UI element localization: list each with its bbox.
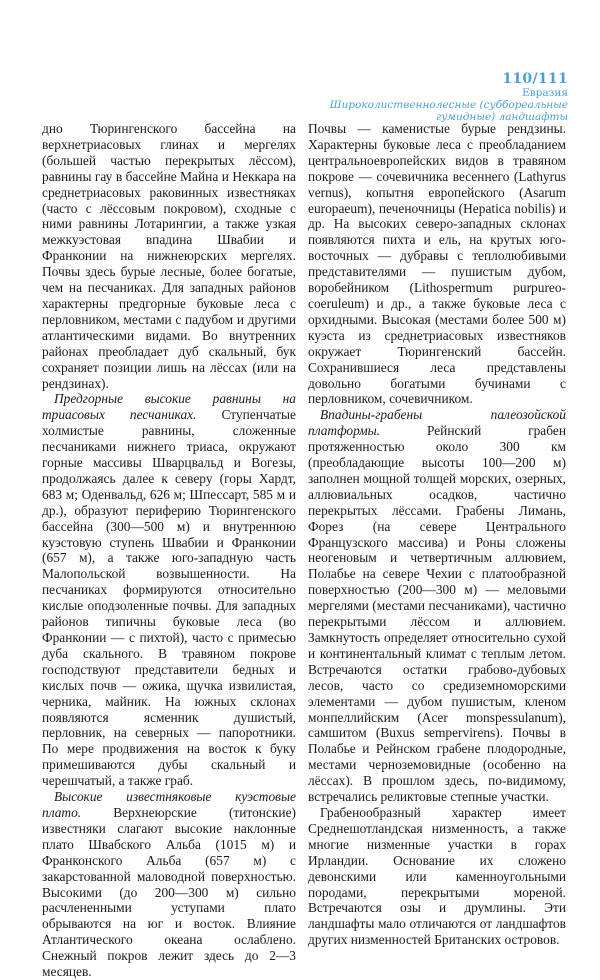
paragraph: Грабенообразный характер имеет Среднешотландская низменность, а также многие низменные участки в горах Ирландии. Основание их сложено девонскими или каменноугольными породами, перекрытыми мореной. Встречаются озы и друмлины. Эти ландшафты мало отличаются от ландшафтов других низменностей Британских островов. [308, 804, 566, 948]
region-title: Евразия [522, 87, 568, 99]
subsection-heading: Впадины-грабены палеозойской платформы. [308, 407, 566, 439]
paragraph: Почвы — каменистые бурые рендзины. Характерны буковые леса с преобладанием центральноевропейских видов в травяном покрове — сочевичника весеннего (Lathyrus vernus), копытня европейского (Asarum europaeum), печеночницы (Hepatica nobilis) и др. На высоких северо-западных склонах появляются пихта и ель, на крутых юго-восточных — дубравы с теплолюбивыми представителями — пушистым дубом, воробейником (Lithospermum purpureo-coeruleum) и др., а также буковые леса с орхидными. Высокая (местами более 500 м) куэста из среднетриасовых известняков окружает Тюрингенский бассейн. Сохранившиеся леса представлены довольно богатыми бучинами с перловником, сочевичником. [308, 121, 566, 407]
paragraph [42, 391, 296, 789]
paragraph [42, 789, 296, 980]
subsection-heading: Высокие известняковые куэстовые плато. [42, 789, 296, 820]
left-column [42, 121, 296, 980]
paragraph-text: Ступенчатые холмистые равнины, сложенные песчаниками нижнего триаса, окружают горные массивы Шварцвальд и Вогезы, продолжаясь далее к северу (горы Хардт, 683 м; Оденвальд, 626 м; Шпессарт, 585 м и др.), образуют периферию Тюрингенского бассейна (300—500 м) и внутреннюю куэстовую ступень Швабии и Франконии (657 м), а также юго-западную часть Малопольской возвышенности. На песчаниках формируются относительно кислые оподзоленные почвы. Для западных районов типичны буковые леса (во Франконии — с пихтой), часто с примесью дуба скального. В травяном покрове господствуют представители бедных и кислых почв — ожика, щучка извилистая, черника, майник. На южных склонах появляются ясменник душистый, перловник, на северных — папоротники. По мере продвижения на восток к буку примешиваются дубы скальный и черешчатый, а также граб. [42, 407, 296, 789]
page-numbers: 110/111 [502, 71, 568, 87]
paragraph [308, 407, 566, 805]
running-header [308, 72, 568, 123]
subsection-heading: Предгорные высокие равнины на триасовых песчаниках. [42, 391, 296, 423]
section-title: Широколиственнолесные (суббореальные гумидные) ландшафты [329, 99, 568, 123]
paragraph-text: Верхнеюрские (титонские) известняки слагают высокие наклонные плато Швабского Альба (1015 м) и Франконского Альба (657 м) с закарстованной маловодной поверхностью. Высокими (до 200—300 м) сильно расчлененными уступами плато обрываются на юг и восток. Влияние Атлантического океана ослаблено. Снежный покров лежит здесь до 2—3 месяцев. [42, 804, 296, 980]
paragraph: дно Тюрингенского бассейна на верхнетриасовых глинах и мергелях (большей частью перекрытых лёссом), равнины гау в бассейне Майна и Неккара на среднетриасовых раковинных известняках (часто с лёссовым покровом), сходные с ними равнины Лотарингии, а также узкая межкуэстовая впадина Швабии и Франконии на нижнеюрских мергелях. Почвы здесь бурые лесные, более богатые, чем на песчаниках. Для западных районов характерны предгорные буковые леса с перловником, местами с падубом и другими атлантическими видами. Во внутренних районах преобладает дуб скальный, бук сохраняет позиции лишь на лёссах (или на рендзинах). [42, 121, 296, 391]
right-column [308, 121, 566, 948]
paragraph-text: Рейнский грабен протяженностью около 300 км (преобладающие высоты 100—200 м) заполнен мощной толщей морских, озерных, аллювиальных осадков, частично перекрытых лёссами. Грабены Лимань, Форез (на севере Центрального Французского массива) и Роны сложены неогеновым и четвертичным аллювием, Полабье на севере Чехии с платообразной поверхностью (200—300 м) — меловыми мергелями (местами песчаниками), частично перекрытыми лёссом и аллювием. Замкнутость определяет относительно сухой и континентальный климат с теплым летом. Встречаются остатки грабово-дубовых лесов, часто со средиземноморскими элементами — дубом пушистым, кленом монпеллийским (Acer monspessulanum), самшитом (Buxus sempervirens). Почвы в Полабье и Рейнском грабене плодородные, местами черноземовидные (особенно на лёссах). В прошлом здесь, по-видимому, встречались реликтовые степные участки. [308, 423, 566, 805]
